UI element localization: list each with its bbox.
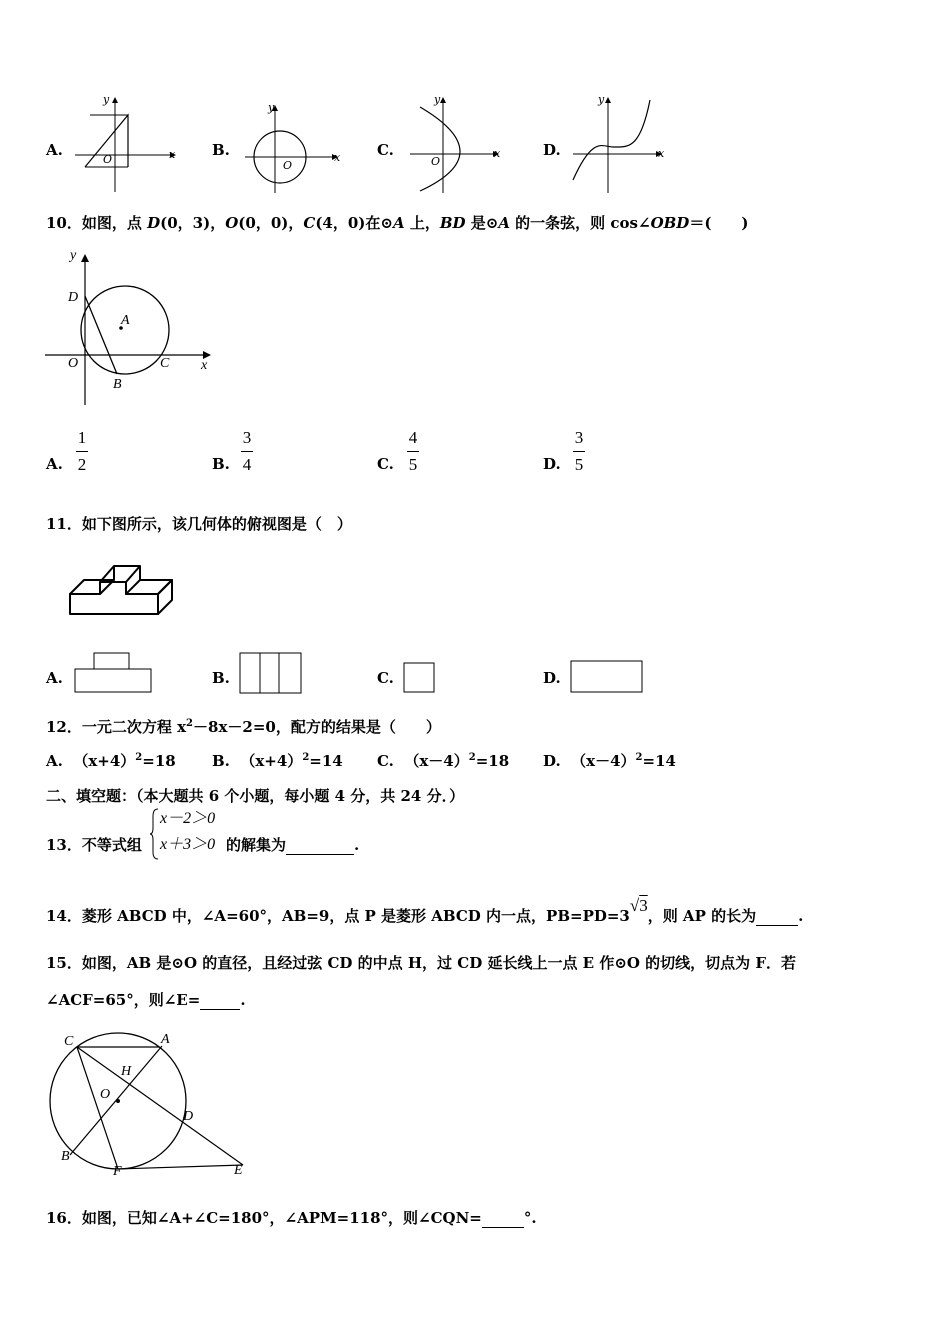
q10-fig-o-label: O bbox=[68, 356, 79, 371]
q12-option-a: A. $(x+4)^2=18$ bbox=[46, 752, 176, 770]
q9-option-d-graph bbox=[568, 95, 668, 195]
q15-fig-a-label: A bbox=[161, 1032, 170, 1047]
q10-fig-c-label: C bbox=[160, 356, 170, 371]
q9-option-b-graph bbox=[240, 105, 340, 195]
q10-fig-a-label: A bbox=[121, 313, 130, 328]
q10-fig-x-label: x bbox=[201, 358, 208, 373]
q11-solid-figure bbox=[66, 560, 181, 620]
q15-fig-f-label: F bbox=[113, 1164, 122, 1179]
q9-option-a-label: A. bbox=[46, 141, 63, 159]
q10-question-text: 10．如图，点 D(0，3)，O(0，0)，C(4，0)在⊙A 上，BD 是⊙A 的一条弦，则 cos∠OBD＝( ) bbox=[46, 214, 749, 232]
q11-option-d-view bbox=[570, 660, 644, 694]
q10-option-d-label: D. bbox=[543, 455, 561, 473]
q9-a-y-label: y bbox=[103, 93, 110, 106]
q11-option-b-label: B. bbox=[212, 669, 230, 687]
q15-fig-b-label: B bbox=[61, 1149, 70, 1164]
q9-b-x-label: x bbox=[334, 151, 341, 164]
q15-fig-c-label: C bbox=[64, 1034, 74, 1049]
q12-option-d: D. $(x-4)^2=14$ bbox=[543, 752, 676, 770]
q13-suffix: 的解集为 . bbox=[226, 836, 360, 854]
q10-option-d-fraction: 3 5 bbox=[574, 428, 584, 474]
q9-a-origin-label: O bbox=[103, 153, 113, 166]
q9-d-y-label: y bbox=[598, 93, 605, 106]
q15-fig-h-label: H bbox=[121, 1064, 132, 1079]
q10-option-b-fraction: 3 4 bbox=[242, 428, 252, 474]
q12-option-c: C. $(x-4)^2=18$ bbox=[377, 752, 510, 770]
q13-answer-blank[interactable] bbox=[286, 836, 354, 855]
q9-option-b-label: B. bbox=[212, 141, 230, 159]
q9-option-d-label: D. bbox=[543, 141, 561, 159]
q10-option-a-label: A. bbox=[46, 455, 63, 473]
q9-option-c-label: C. bbox=[377, 141, 394, 159]
q14-answer-blank[interactable] bbox=[756, 907, 798, 926]
q9-c-x-label: x bbox=[494, 147, 501, 160]
q11-option-b-view bbox=[239, 652, 303, 694]
q13-brace bbox=[150, 808, 160, 860]
q13-inequality-2: x＋3＞0 bbox=[160, 836, 216, 853]
q15-fig-d-label: D bbox=[183, 1109, 194, 1124]
q14-sqrt: √3 bbox=[629, 896, 648, 915]
q10-option-a-fraction: 1 2 bbox=[77, 428, 87, 474]
section-2-heading: 二、填空题：（本大题共 6 个小题，每小题 4 分，共 24 分．） bbox=[46, 787, 465, 805]
q10-option-c-fraction: 4 5 bbox=[408, 428, 418, 474]
q15-answer-blank[interactable] bbox=[200, 991, 240, 1010]
q9-d-x-label: x bbox=[658, 147, 665, 160]
q10-option-b-label: B. bbox=[212, 455, 230, 473]
q15-figure bbox=[45, 1035, 255, 1180]
q9-c-y-label: y bbox=[434, 93, 441, 106]
q12-question-text: 12．一元二次方程 $x^2-8x-2=0$，配方的结果是（ ） bbox=[46, 718, 441, 736]
q10-figure bbox=[40, 250, 220, 410]
q15-fig-o-label: O bbox=[100, 1087, 111, 1102]
q11-option-d-label: D. bbox=[543, 669, 561, 687]
q13-prefix: 13．不等式组 bbox=[46, 836, 142, 854]
q9-b-origin-label: O bbox=[283, 159, 293, 172]
q9-option-a-graph bbox=[70, 95, 180, 195]
q11-question-text: 11．如下图所示，该几何体的俯视图是（ ） bbox=[46, 515, 352, 533]
q9-b-y-label: y bbox=[268, 101, 275, 114]
q16-answer-blank[interactable] bbox=[482, 1209, 524, 1228]
q13-inequality-1: x－2＞0 bbox=[160, 810, 216, 827]
q12-option-b: B. $(x+4)^2=14$ bbox=[212, 752, 343, 770]
q14-question-text: 14．菱形 ABCD 中，∠A=60°，AB=9，点 P 是菱形 ABCD 内一点，PB=PD=3√3，则 AP 的长为 . bbox=[46, 896, 804, 925]
q11-option-a-view bbox=[74, 652, 154, 694]
q15-question-line-2: ∠ACF=65°，则∠E= . bbox=[46, 991, 246, 1009]
q10-fig-b-label: B bbox=[113, 377, 122, 392]
q10-fig-y-label: y bbox=[70, 248, 77, 263]
q11-option-a-label: A. bbox=[46, 669, 63, 687]
q9-a-x-label: x bbox=[169, 148, 176, 161]
q11-option-c-label: C. bbox=[377, 669, 394, 687]
q16-question-text: 16．如图，已知∠A+∠C=180°，∠APM=118°，则∠CQN= °. bbox=[46, 1209, 537, 1227]
q10-fig-d-label: D bbox=[68, 290, 79, 305]
q9-option-c-graph bbox=[405, 95, 505, 195]
q11-option-c-view bbox=[403, 662, 437, 694]
q10-option-c-label: C. bbox=[377, 455, 394, 473]
q15-fig-e-label: E bbox=[234, 1163, 243, 1178]
q15-question-line-1: 15．如图，AB 是⊙O 的直径，且经过弦 CD 的中点 H，过 CD 延长线上一点 E 作⊙O 的切线，切点为 F．若 bbox=[46, 954, 797, 972]
q9-c-origin-label: O bbox=[431, 155, 441, 168]
